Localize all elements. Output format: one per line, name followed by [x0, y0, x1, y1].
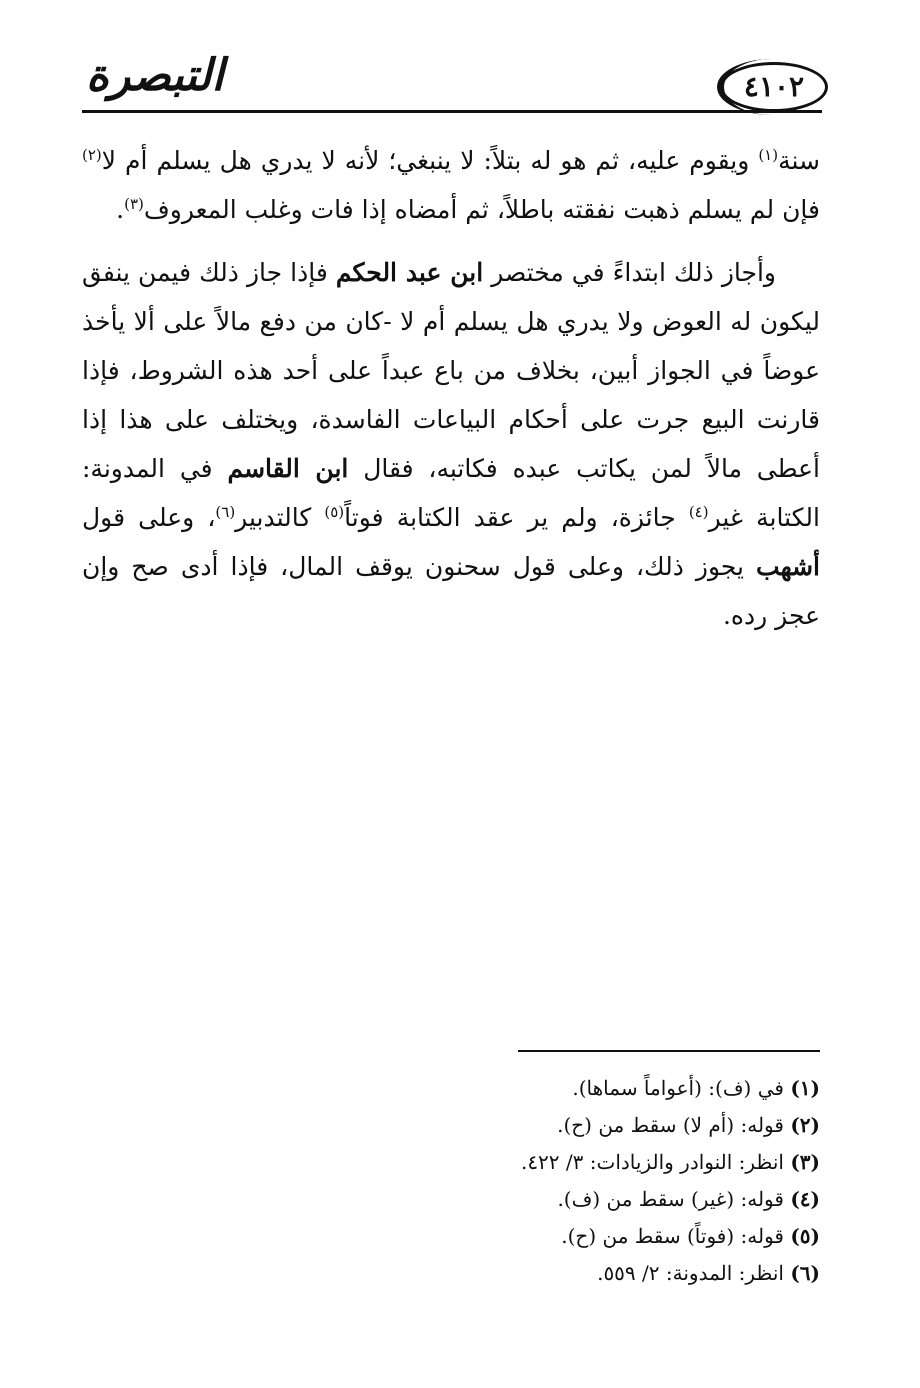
footnote-text: انظر: النوادر والزيادات: ٣/ ٤٢٢. — [520, 1150, 791, 1174]
footnote-ref-1: (١) — [758, 146, 779, 164]
text-run: ، وعلى قول — [82, 503, 216, 532]
main-text — [82, 136, 820, 640]
text-run: . — [116, 195, 125, 224]
page-header — [82, 52, 822, 122]
paragraph-2 — [82, 248, 820, 640]
footnote-ref-6: (٦) — [215, 503, 236, 521]
text-run: جائزة، ولم ير عقد الكتابة فوتاً — [344, 503, 689, 532]
header-rule — [82, 110, 822, 113]
footnote-ref-2: (٢) — [82, 146, 102, 164]
footnote-number: (٥) — [790, 1224, 820, 1248]
text-run: سنة — [778, 146, 820, 175]
footnote-separator — [518, 1050, 820, 1052]
person-name: ابن عبد الحكم — [335, 258, 484, 287]
text-run: في المدونة: الكتابة غير — [82, 454, 820, 532]
footnote-ref-5: (٥) — [324, 503, 345, 521]
footnote-item — [300, 1181, 820, 1218]
footnotes-list — [300, 1070, 820, 1292]
footnote-ref-3: (٣) — [124, 195, 144, 213]
footnote-number: (٢) — [790, 1113, 820, 1137]
paragraph-1 — [82, 136, 820, 234]
footnote-text: قوله: (أم لا) سقط من (ح). — [557, 1113, 791, 1137]
person-name: ابن القاسم — [227, 454, 349, 483]
text-run: يجوز ذلك، وعلى قول سحنون يوقف المال، فإذا أدى صح وإن عجز رده. — [82, 552, 820, 630]
text-run: ويقوم عليه، ثم هو له بتلاً: لا ينبغي؛ لأنه لا يدري هل يسلم أم لا — [101, 146, 759, 175]
page-number-badge — [720, 62, 828, 112]
footnote-number: (٦) — [790, 1261, 820, 1285]
footnote-number: (٣) — [790, 1150, 820, 1174]
footnote-number: (٤) — [790, 1187, 820, 1211]
footnote-text: انظر: المدونة: ٢/ ٥٥٩. — [597, 1261, 791, 1285]
text-run: فإذا جاز ذلك فيمن ينفق ليكون له العوض ولا يدري هل يسلم أم لا -كان من دفع مالاً على ألا يأخذ عوضاً في الجواز أبين، بخلاف من باع عبداً على أحد هذه الشروط، فإذا قارنت البيع جرت على أحكام البياعات الفاسدة، ويختلف على هذا إذا أعطى مالاً لمن يكاتب عبده فكاتبه، فقال — [82, 258, 820, 483]
footnote-item — [300, 1070, 820, 1107]
page-number: ٤١٠٢ — [743, 70, 805, 103]
footnote-item — [300, 1144, 820, 1181]
footnote-number: (١) — [790, 1076, 820, 1100]
text-run: كالتدبير — [235, 503, 325, 532]
footnote-text: قوله: (غير) سقط من (ف). — [557, 1187, 791, 1211]
footnote-item — [300, 1218, 820, 1255]
footnote-text: قوله: (فوتاً) سقط من (ح). — [561, 1224, 791, 1248]
footnote-item — [300, 1107, 820, 1144]
book-title: التبصرة — [86, 50, 224, 101]
text-run: فإن لم يسلم ذهبت نفقته باطلاً، ثم أمضاه إذا فات وغلب المعروف — [143, 195, 820, 224]
text-run: وأجاز ذلك ابتداءً في مختصر — [483, 258, 776, 287]
footnote-text: في (ف): (أعواماً سماها). — [572, 1076, 791, 1100]
footnote-ref-4: (٤) — [688, 503, 709, 521]
person-name: أشهب — [756, 552, 820, 581]
footnote-item — [300, 1255, 820, 1292]
